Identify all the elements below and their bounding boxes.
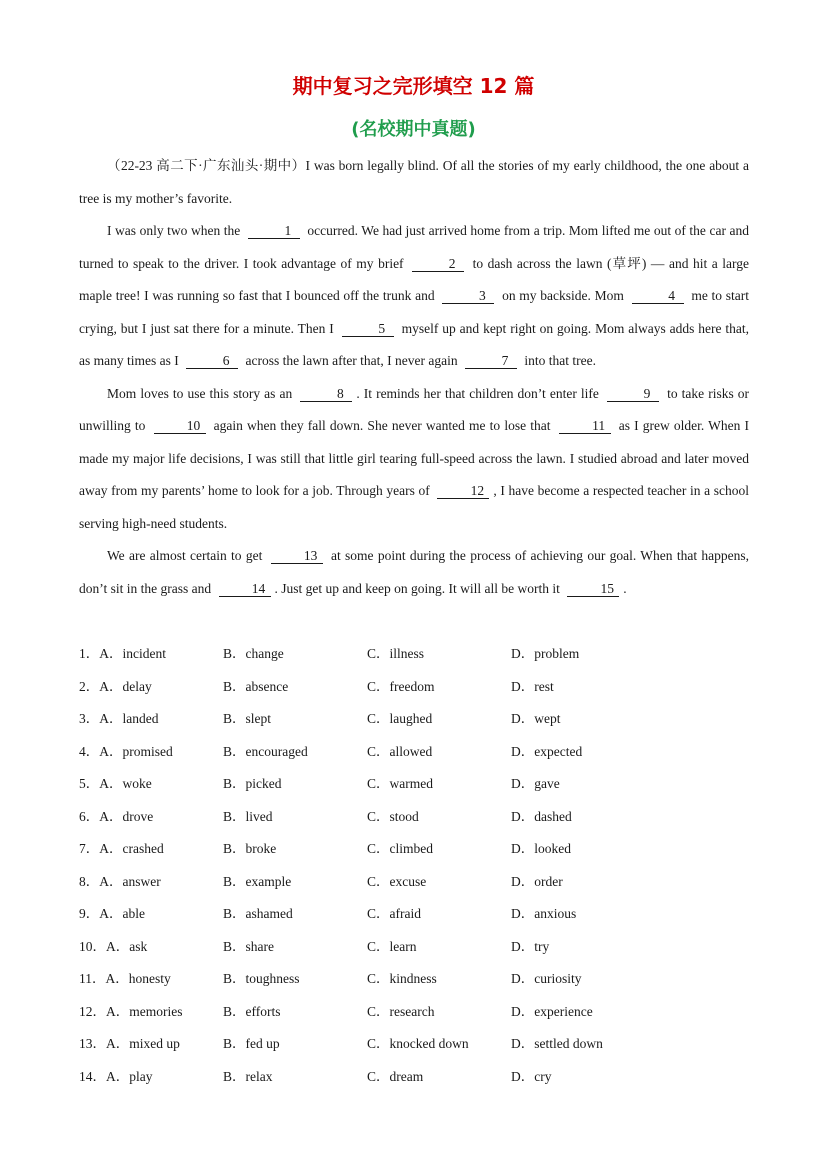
paragraph-text: into that tree. xyxy=(524,353,596,368)
option-b: B．change xyxy=(223,646,284,661)
option-b: B．encouraged xyxy=(223,743,308,759)
paragraph-text: to take risks or unwilling to xyxy=(79,385,750,433)
option-d: D．cry xyxy=(511,1068,552,1084)
question-row xyxy=(79,931,759,964)
cloze-passage xyxy=(79,150,749,605)
option-d: D．dashed xyxy=(511,808,572,824)
blank-11: 11 xyxy=(559,419,611,434)
paragraph-2 xyxy=(79,215,749,378)
question-row xyxy=(79,1028,759,1061)
option-d: D．wept xyxy=(511,711,561,726)
paragraph-text: across the lawn after that, I never again xyxy=(245,353,458,368)
blank-8: 8 xyxy=(300,387,352,402)
source-label: （22-23 高二下·广东汕头·期中） xyxy=(107,158,306,173)
option-c: C．learn xyxy=(367,938,417,954)
question-row xyxy=(79,833,759,866)
blank-1: 1 xyxy=(248,224,300,239)
paragraph-text: on my backside. Mom xyxy=(502,288,624,303)
option-b: B．ashamed xyxy=(223,906,293,921)
blank-9: 9 xyxy=(607,387,659,402)
blank-5: 5 xyxy=(342,322,394,337)
option-b: B．broke xyxy=(223,841,277,856)
paragraph-text: myself up and kept right on going. Mom always adds here that, as many times as I xyxy=(79,320,750,368)
paragraph-text: as I grew older. When I made my major life decisions, I was still that little girl tearing full-speed across the lawn. I studied abroad and later moved away from my parents’ home to look for a job. Through years of xyxy=(79,418,749,498)
option-a: 14．A．play xyxy=(79,1068,153,1084)
option-a: 3．A．landed xyxy=(79,711,159,726)
blank-10: 10 xyxy=(154,419,206,434)
option-d: D．looked xyxy=(511,841,571,856)
blank-2: 2 xyxy=(412,257,464,272)
question-row xyxy=(79,801,759,834)
paragraph-text: We are almost certain to get xyxy=(107,548,263,563)
option-a: 5．A．woke xyxy=(79,776,152,791)
option-c: C．climbed xyxy=(367,841,433,856)
option-d: D．try xyxy=(511,938,550,954)
question-row xyxy=(79,996,759,1029)
option-d: D．anxious xyxy=(511,906,577,921)
option-d: D．problem xyxy=(511,646,580,661)
option-b: B．toughness xyxy=(223,971,300,986)
option-b: B．lived xyxy=(223,808,273,824)
paragraph-4 xyxy=(79,540,749,605)
option-a: 2．A．delay xyxy=(79,678,152,694)
option-d: D．order xyxy=(511,873,563,889)
paragraph-text: to dash across the lawn (草坪) — and hit a large maple tree! I was running so fast that I bounced off the trunk and xyxy=(79,255,750,303)
option-a: 7．A．crashed xyxy=(79,841,164,856)
option-c: C．warmed xyxy=(367,776,433,791)
question-row xyxy=(79,671,759,704)
paragraph-text: . xyxy=(623,580,627,596)
option-c: C．knocked down xyxy=(367,1036,469,1051)
blank-12: 12 xyxy=(437,484,489,499)
blank-15: 15 xyxy=(567,582,619,597)
paragraph-text: , I have become a respected teacher in a school serving high-need students. xyxy=(79,483,749,531)
paragraph-text: . Just get up and keep on going. It will all be worth it xyxy=(274,580,560,596)
paragraph-text: . It reminds her that children don’t enter life xyxy=(356,385,599,401)
question-row xyxy=(79,736,759,769)
question-row xyxy=(79,638,759,671)
option-c: C．stood xyxy=(367,808,419,824)
option-d: D．settled down xyxy=(511,1036,603,1051)
option-a: 12．A．memories xyxy=(79,1003,183,1019)
page-subtitle: (名校期中真题) xyxy=(351,119,476,140)
option-a: 11．A．honesty xyxy=(79,971,171,986)
paragraph-text: occurred. We had just arrived home from a trip. Mom lifted me out of the car and turned to speak to the driver. I took advantage of my brief xyxy=(79,223,750,271)
blank-7: 7 xyxy=(465,354,517,369)
option-b: B．fed up xyxy=(223,1036,280,1051)
option-a: 8．A．answer xyxy=(79,873,161,889)
option-b: B．relax xyxy=(223,1068,273,1084)
blank-14: 14 xyxy=(219,582,271,597)
option-c: C．laughed xyxy=(367,711,433,726)
option-c: C．kindness xyxy=(367,971,437,986)
paragraph-text: Mom loves to use this story as an xyxy=(107,385,293,401)
option-d: D．curiosity xyxy=(511,971,582,986)
option-b: B．example xyxy=(223,873,292,889)
option-c: C．research xyxy=(367,1003,435,1019)
question-row xyxy=(79,898,759,931)
option-c: C．afraid xyxy=(367,906,421,921)
paragraph-text: me to start crying, but I just sat there for a minute. Then I xyxy=(79,288,750,336)
blank-6: 6 xyxy=(186,354,238,369)
question-row xyxy=(79,866,759,899)
option-d: D．expected xyxy=(511,743,583,759)
blank-13: 13 xyxy=(271,549,323,564)
option-c: C．illness xyxy=(367,646,425,661)
option-c: C．allowed xyxy=(367,743,433,759)
option-b: B．share xyxy=(223,938,274,954)
option-d: D．experience xyxy=(511,1003,593,1019)
paragraph-1 xyxy=(79,150,749,215)
option-c: C．excuse xyxy=(367,873,427,889)
option-a: 4．A．promised xyxy=(79,743,173,759)
option-a: 10．A．ask xyxy=(79,938,148,954)
paragraph-text: I was born legally blind. Of all the stories of my early childhood, the one about a tree is my mother’s favorite. xyxy=(79,158,749,206)
paragraph-3 xyxy=(79,378,749,541)
option-a: 6．A．drove xyxy=(79,808,154,824)
question-row xyxy=(79,963,759,996)
option-a: 9．A．able xyxy=(79,906,145,921)
question-row xyxy=(79,703,759,736)
paragraph-text: I was only two when the xyxy=(107,223,241,238)
option-b: B．picked xyxy=(223,776,282,791)
option-d: D．rest xyxy=(511,678,554,694)
blank-3: 3 xyxy=(442,289,494,304)
paragraph-text: at some point during the process of achieving our goal. When that happens, don’t sit in the grass and xyxy=(79,548,750,596)
option-d: D．gave xyxy=(511,776,560,791)
page-title: 期中复习之完形填空 12 篇 xyxy=(292,74,535,98)
question-row xyxy=(79,1061,759,1094)
option-b: B．slept xyxy=(223,711,272,726)
answer-options xyxy=(79,638,759,1093)
option-b: B．efforts xyxy=(223,1003,281,1019)
paragraph-text: again when they fall down. She never wanted me to lose that xyxy=(213,418,551,433)
option-a: 1．A．incident xyxy=(79,646,166,661)
option-b: B．absence xyxy=(223,678,289,694)
option-c: C．freedom xyxy=(367,678,435,694)
blank-4: 4 xyxy=(632,289,684,304)
option-c: C．dream xyxy=(367,1068,424,1084)
question-row xyxy=(79,768,759,801)
option-a: 13．A．mixed up xyxy=(79,1036,180,1051)
